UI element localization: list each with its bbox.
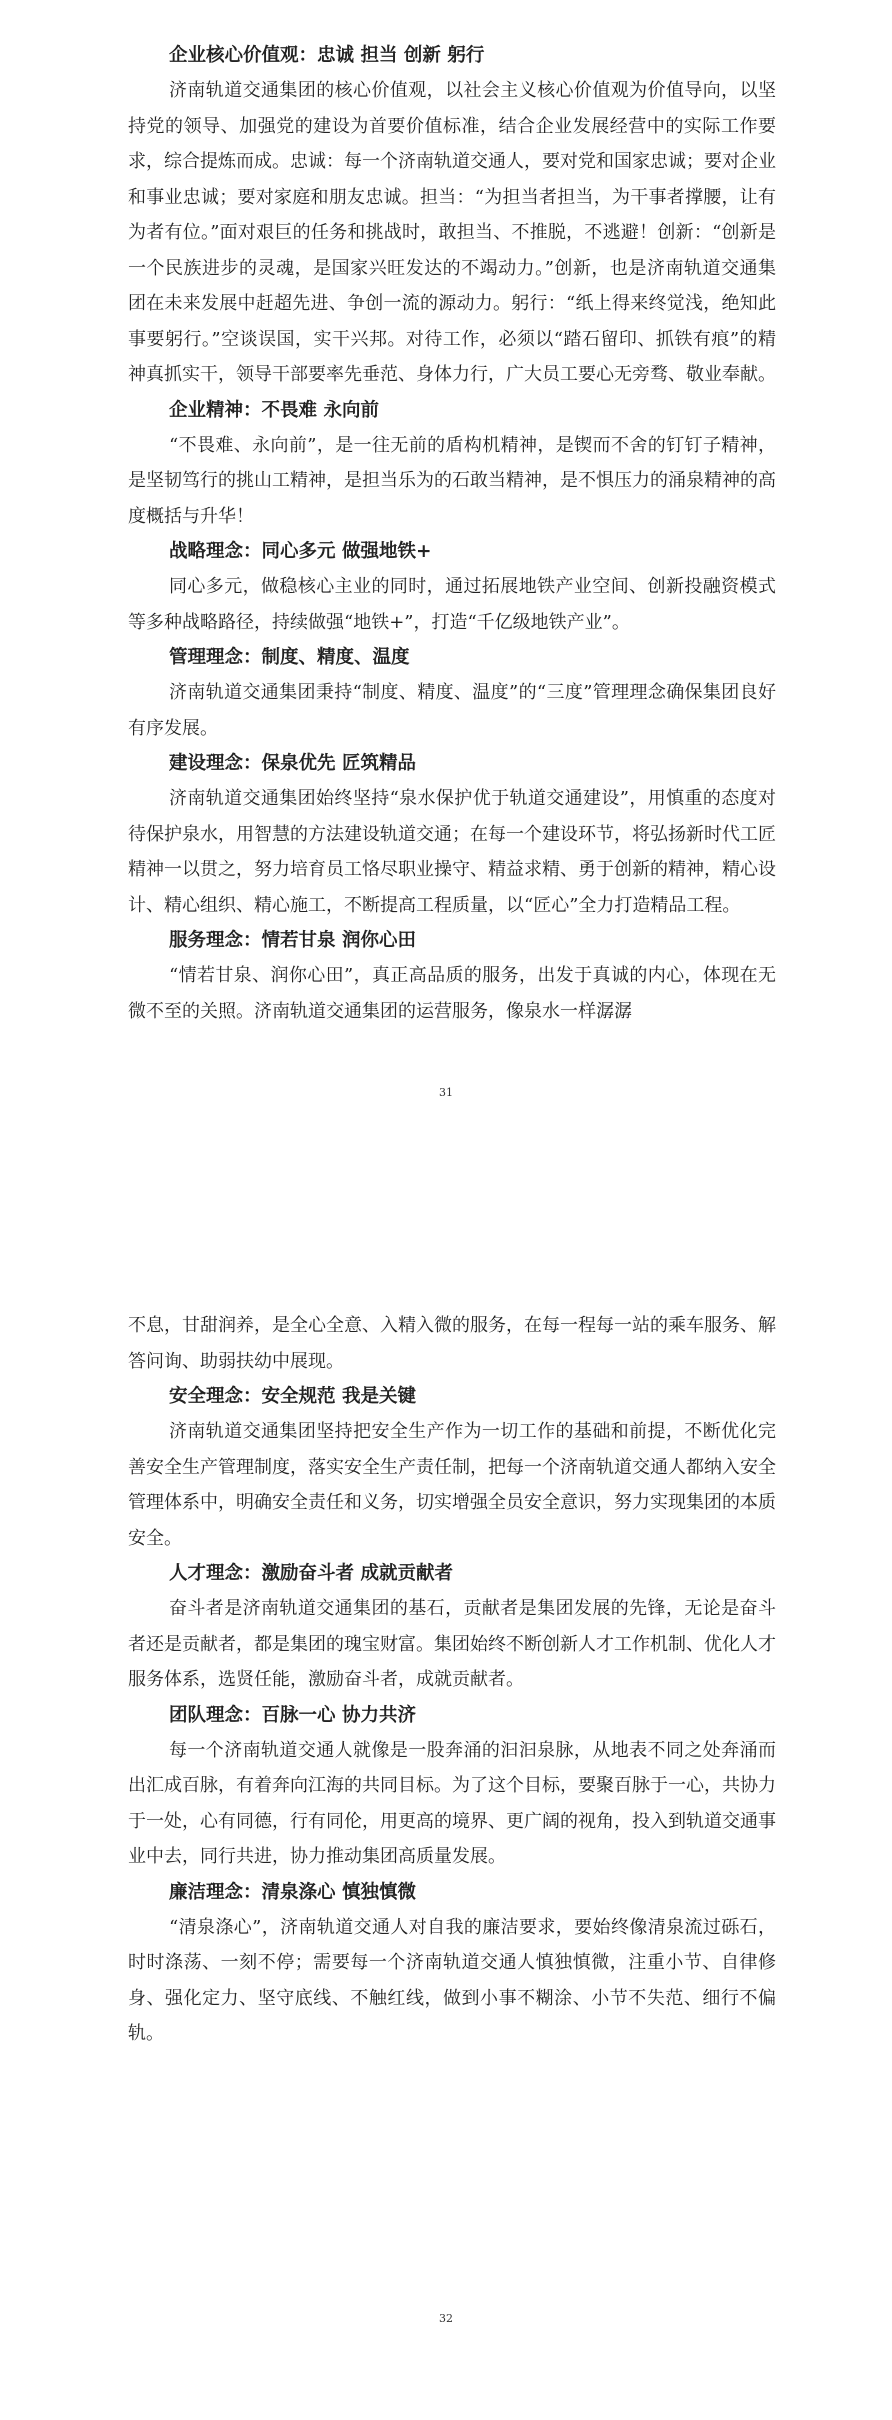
paragraph-service-concept: “情若甘泉、润你心田”，真正高品质的服务，出发于真诚的内心，体现在无微不至的关照。济南轨道交通集团的运营服务，像泉水一样潺潺: [128, 965, 776, 1022]
paragraph-service-continued: 不息，甘甜润养，是全心全意、入精入微的服务，在每一程每一站的乘车服务、解答问询、助弱扶幼中展现。: [128, 1315, 776, 1372]
paragraph-safety-concept: 济南轨道交通集团坚持把安全生产作为一切工作的基础和前提，不断优化完善安全生产管理制度，落实安全生产责任制，把每一个济南轨道交通人都纳入安全管理体系中，明确安全责任和义务，切实增强全员安全意识，努力实现集团的本质安全。: [128, 1421, 776, 1549]
heading-enterprise-spirit: 企业精神：不畏难 永向前: [169, 399, 379, 421]
heading-integrity-concept: 廉洁理念：清泉涤心 慎独慎微: [169, 1881, 416, 1903]
heading-service-concept: 服务理念：情若甘泉 润你心田: [169, 930, 416, 951]
heading-construction-concept: 建设理念：保泉优先 匠筑精品: [169, 753, 416, 774]
page-31-content: [128, 38, 776, 1029]
paragraph-management-concept: 济南轨道交通集团秉持“制度、精度、温度”的“三度”管理理念确保集团良好有序发展。: [128, 682, 776, 739]
paragraph-enterprise-spirit: “不畏难、永向前”，是一往无前的盾构机精神，是锲而不舍的钉钉子精神，是坚韧笃行的挑山工精神，是担当乐为的石敢当精神，是不惧压力的涌泉精神的高度概括与升华！: [128, 434, 776, 527]
heading-safety-concept: 安全理念：安全规范 我是关键: [169, 1386, 416, 1407]
page-number: 31: [439, 1086, 453, 1099]
heading-team-concept: 团队理念：百脉一心 协力共济: [169, 1704, 416, 1726]
paragraph-core-values: 济南轨道交通集团的核心价值观，以社会主义核心价值观为价值导向，以坚持党的领导、加强党的建设为首要价值标准，结合企业发展经营中的实际工作要求，综合提炼而成。忠诚：每一个济南轨道交通人，要对党和国家忠诚；要对企业和事业忠诚；要对家庭和朋友忠诚。担当：“为担当者担当，为干事者撑腰，让有为者有位。”面对艰巨的任务和挑战时，敢担当、不推脱，不逃避！创新：“创新是一个民族进步的灵魂，是国家兴旺发达的不竭动力。”创新，也是济南轨道交通集团在未来发展中赶超先进、争创一流的源动力。躬行：“纸上得来终觉浅，绝知此事要躬行。”空谈误国，实干兴邦。对待工作，必须以“踏石留印、抓铁有痕”的精神真抓实干，领导干部要率先垂范、身体力行，广大员工要心无旁骛、敬业奉献。: [128, 80, 776, 385]
page-32-content: [128, 1308, 776, 2052]
paragraph-team-concept: 每一个济南轨道交通人就像是一股奔涌的汩汩泉脉，从地表不同之处奔涌而出汇成百脉，有着奔向江海的共同目标。为了这个目标，要聚百脉于一心，共协力于一处，心有同德，行有同伦，用更高的境界、更广阔的视角，投入到轨道交通事业中去，同行共进，协力推动集团高质量发展。: [128, 1739, 776, 1867]
paragraph-talent-concept: 奋斗者是济南轨道交通集团的基石，贡献者是集团发展的先锋，无论是奋斗者还是贡献者，都是集团的瑰宝财富。集团始终不断创新人才工作机制、优化人才服务体系，选贤任能，激励奋斗者，成就贡献者。: [128, 1598, 776, 1690]
page-number: 32: [439, 2312, 453, 2325]
heading-talent-concept: 人才理念：激励奋斗者 成就贡献者: [169, 1563, 453, 1584]
page-32: [0, 1210, 892, 2420]
paragraph-integrity-concept: “清泉涤心”，济南轨道交通人对自我的廉洁要求，要始终像清泉流过砾石，时时涤荡、一刻不停；需要每一个济南轨道交通人慎独慎微，注重小节、自律修身、强化定力、坚守底线、不触红线，做到小事不糊涂、小节不失范、细行不偏轨。: [128, 1916, 776, 2044]
paragraph-strategy-concept: 同心多元，做稳核心主业的同时，通过拓展地铁产业空间、创新投融资模式等多种战略路径，持续做强“地铁+”，打造“千亿级地铁产业”。: [128, 576, 776, 633]
heading-management-concept: 管理理念：制度、精度、温度: [169, 647, 410, 668]
heading-strategy-concept: 战略理念：同心多元 做强地铁+: [169, 541, 432, 562]
heading-core-values: 企业核心价值观：忠诚 担当 创新 躬行: [169, 45, 485, 66]
paragraph-construction-concept: 济南轨道交通集团始终坚持“泉水保护优于轨道交通建设”，用慎重的态度对待保护泉水，用智慧的方法建设轨道交通；在每一个建设环节，将弘扬新时代工匠精神一以贯之，努力培育员工恪尽职业操守、精益求精、勇于创新的精神，精心设计、精心组织、精心施工，不断提高工程质量，以“匠心”全力打造精品工程。: [128, 788, 776, 916]
